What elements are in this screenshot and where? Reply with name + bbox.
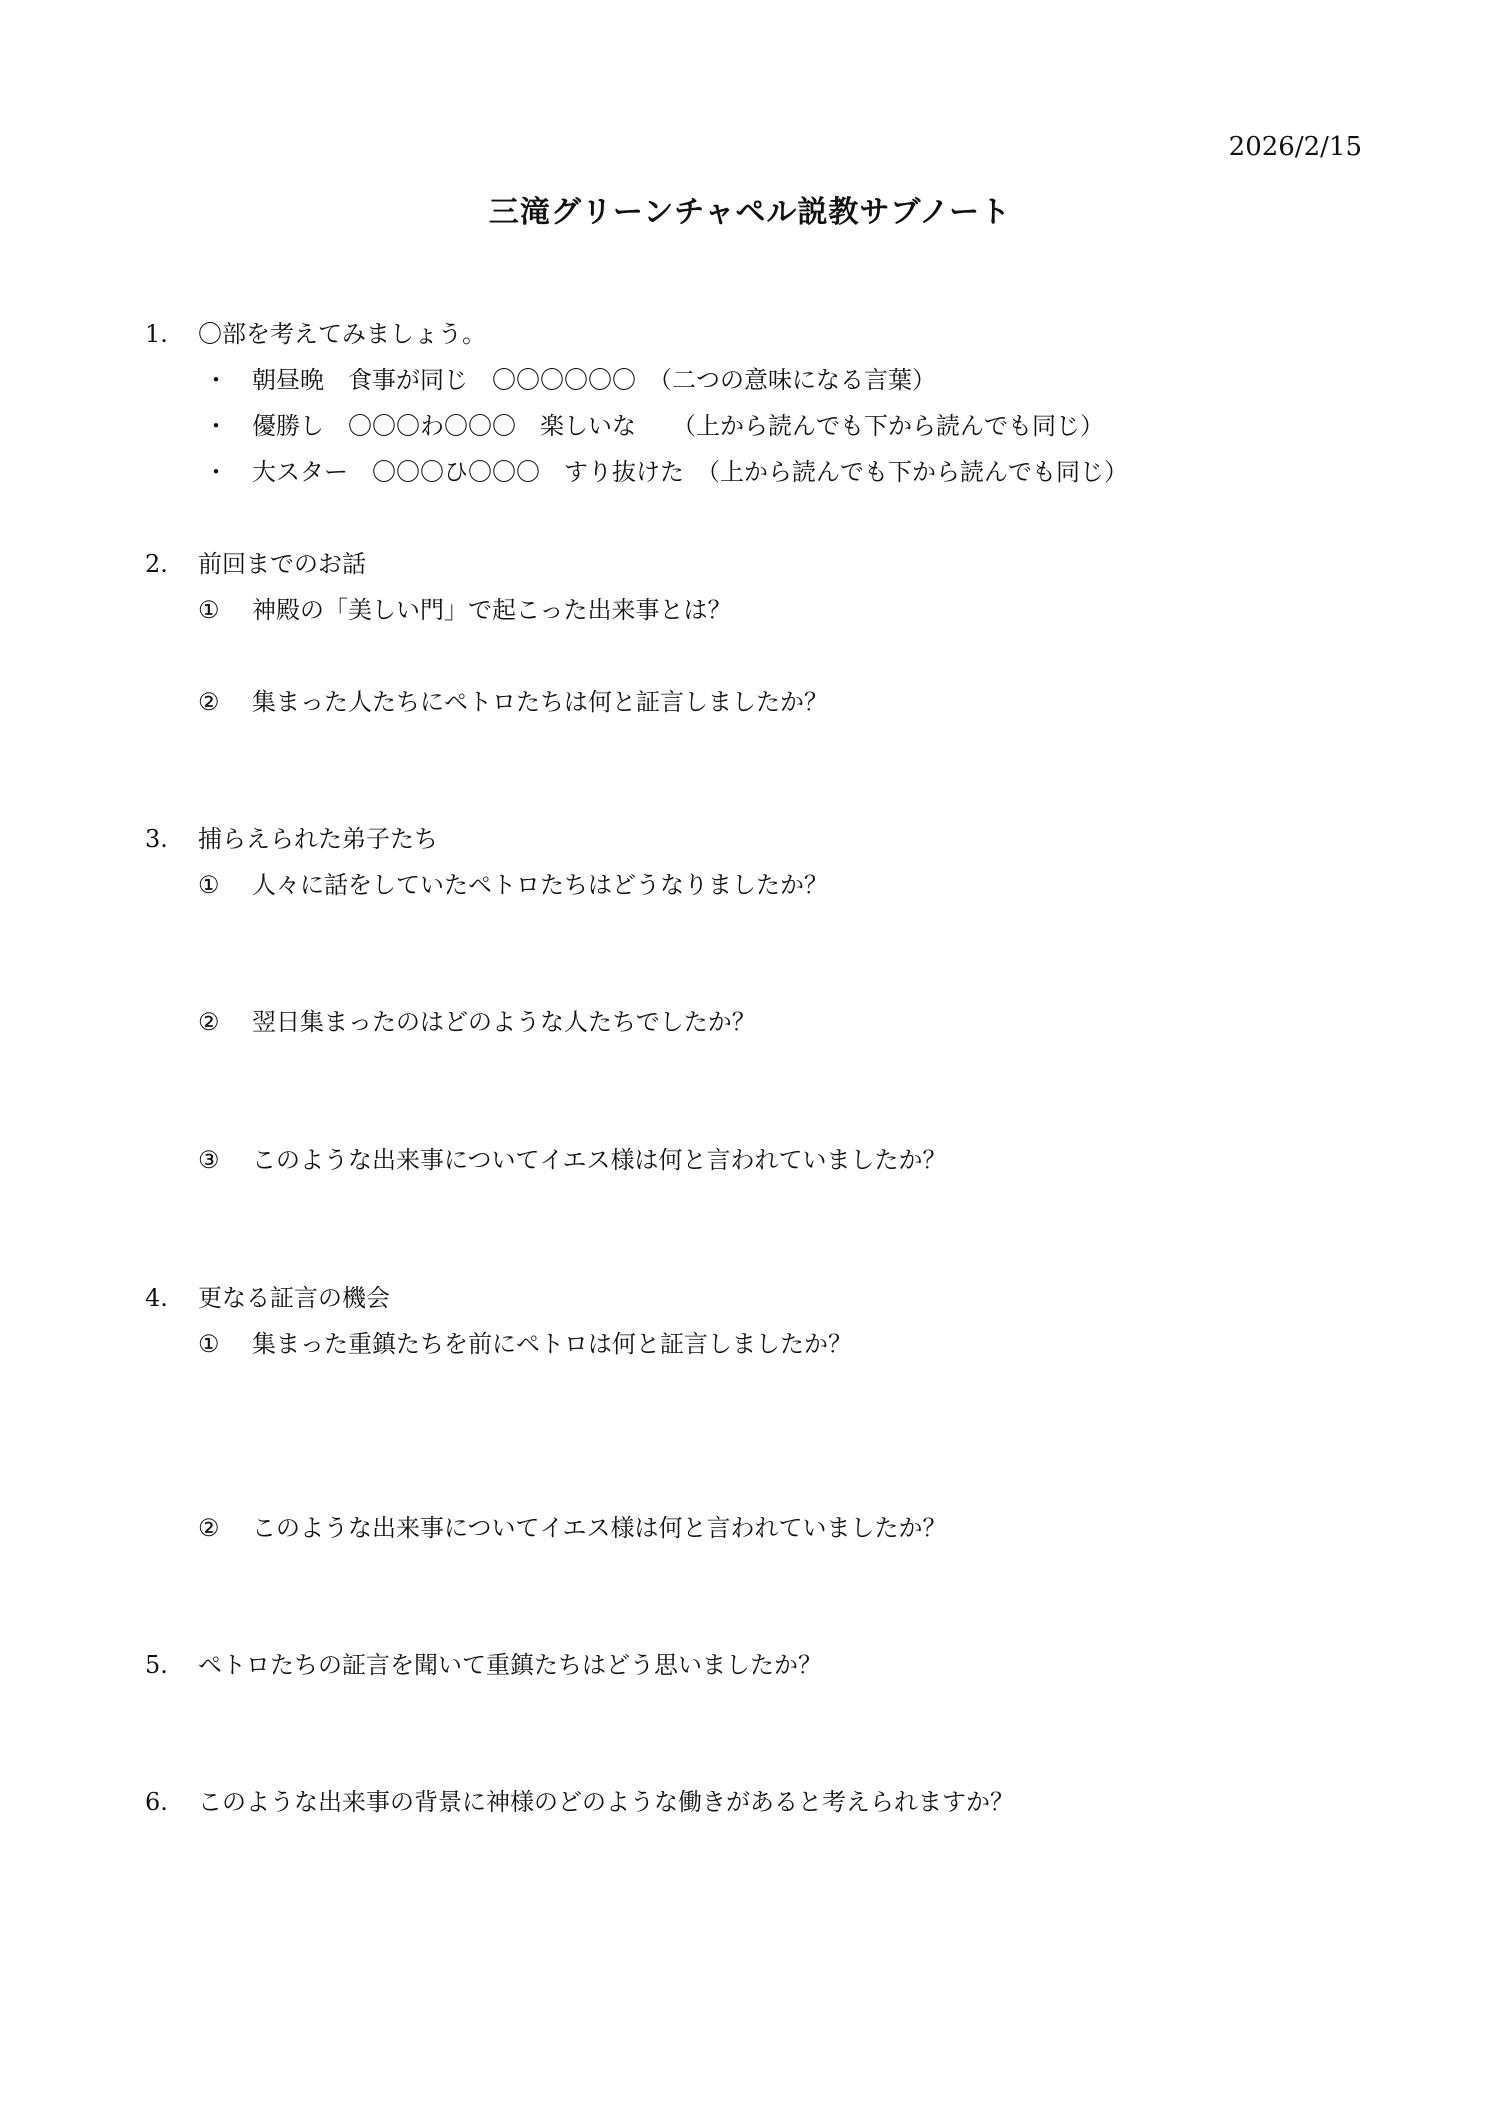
section-heading: 捕らえられた弟子たち <box>198 825 438 853</box>
question-text: 神殿の「美しい門」で起こった出来事とは？ <box>252 596 732 624</box>
section-number: 5. <box>145 1651 168 1679</box>
question-mark: ② <box>198 688 220 716</box>
question-mark: ③ <box>198 1146 220 1174</box>
section-number: 2. <box>145 550 168 578</box>
section-heading: 〇部を考えてみましょう。 <box>198 320 486 348</box>
bullet-mark: ・ <box>204 366 228 394</box>
bullet-mark: ・ <box>204 458 228 486</box>
question-text: このような出来事についてイエス様は何と言われていましたか？ <box>252 1514 947 1542</box>
question-mark: ① <box>198 1330 220 1358</box>
section-heading: 前回までのお話 <box>198 550 366 578</box>
question-text: 人々に話をしていたペトロたちはどうなりましたか？ <box>252 871 828 899</box>
question-mark: ① <box>198 871 220 899</box>
section-number: 3. <box>145 825 168 853</box>
question-text: 集まった重鎮たちを前にペトロは何と証言しましたか？ <box>252 1330 852 1358</box>
page-title: 三滝グリーンチャペル説教サブノート <box>488 195 1012 230</box>
question-text: 集まった人たちにペトロたちは何と証言しましたか？ <box>252 688 828 716</box>
section-number: 4. <box>145 1284 168 1312</box>
bullet-text: 優勝し 〇〇〇わ〇〇〇 楽しいな （上から読んでも下から読んでも同じ） <box>252 412 1104 440</box>
question-mark: ① <box>198 596 220 624</box>
question-mark: ② <box>198 1514 220 1542</box>
date: 2026/2/15 <box>1228 132 1362 162</box>
bullet-mark: ・ <box>204 412 228 440</box>
bullet-text: 大スター 〇〇〇ひ〇〇〇 すり抜けた （上から読んでも下から読んでも同じ） <box>252 458 1128 486</box>
section-number: 6. <box>145 1788 168 1816</box>
section-heading: 更なる証言の機会 <box>198 1284 390 1312</box>
section-heading: ペトロたちの証言を聞いて重鎮たちはどう思いましたか？ <box>198 1651 822 1679</box>
bullet-text: 朝昼晩 食事が同じ 〇〇〇〇〇〇 （二つの意味になる言葉） <box>252 366 936 394</box>
question-mark: ② <box>198 1008 220 1036</box>
section-heading: このような出来事の背景に神様のどのような働きがあると考えられますか？ <box>198 1788 1014 1816</box>
question-text: 翌日集まったのはどのような人たちでしたか？ <box>252 1008 756 1036</box>
section-number: 1. <box>145 320 168 348</box>
question-text: このような出来事についてイエス様は何と言われていましたか？ <box>252 1146 947 1174</box>
